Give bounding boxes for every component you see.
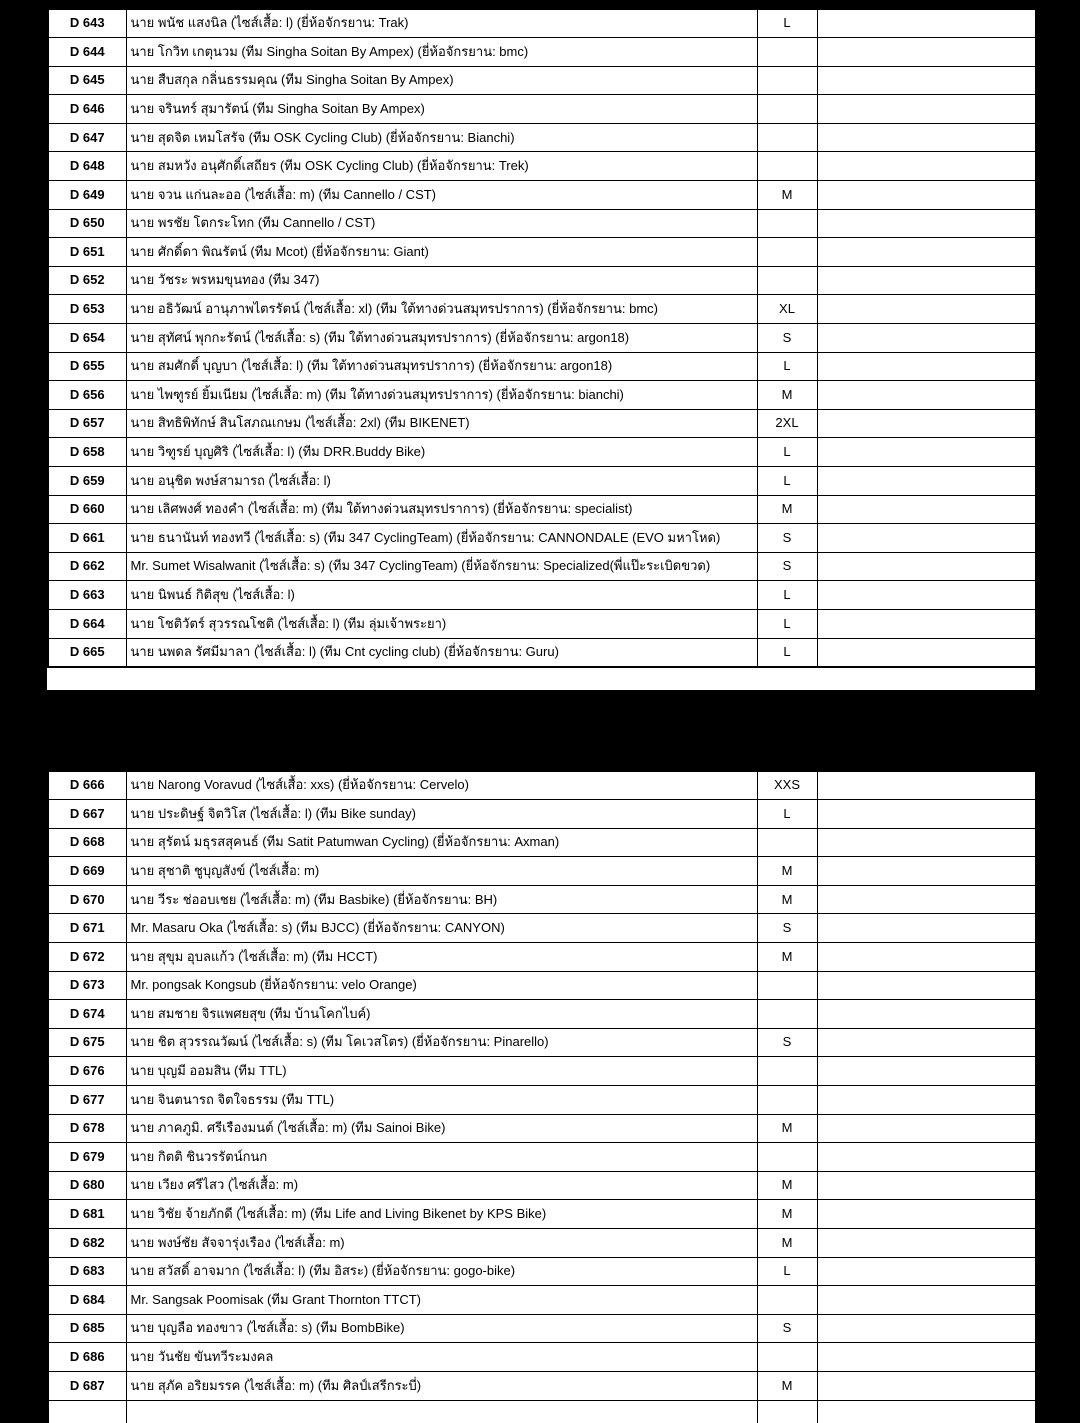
table-row [48, 1114, 1035, 1143]
table-row [48, 1028, 1035, 1057]
table-row [48, 800, 1035, 829]
rider-name-cell: นาย สิทธิพิทักษ์ สินโสภณเกษม (ไซส์เสื้อ: 2xl) (ทีม BIKENET) [126, 409, 757, 438]
empty-cell [817, 1086, 1035, 1115]
rider-id-cell: D 669 [48, 857, 126, 886]
rider-name-cell: นาย วัชระ พรหมขุนทอง (ทีม 347) [126, 266, 757, 295]
empty-cell [817, 1000, 1035, 1029]
shirt-size-cell [757, 1286, 817, 1315]
table-row [48, 324, 1035, 353]
rider-name-cell: นาย สุขุม อุบลแก้ว (ไซส์เสื้อ: m) (ทีม HCCT) [126, 943, 757, 972]
rider-id-cell: D 674 [48, 1000, 126, 1029]
rider-id-cell: D 661 [48, 524, 126, 553]
empty-cell [817, 238, 1035, 267]
table-row [48, 1000, 1035, 1029]
table-row [48, 1171, 1035, 1200]
rider-id-cell: D 648 [48, 152, 126, 181]
rider-id-cell: D 643 [48, 9, 126, 38]
table-row [48, 552, 1035, 581]
rider-id-cell: D 679 [48, 1143, 126, 1172]
rider-id-cell: D 646 [48, 95, 126, 124]
rider-id-cell: D 660 [48, 495, 126, 524]
roster-table-1 [47, 8, 1035, 668]
rider-id-cell: D 672 [48, 943, 126, 972]
table-row [48, 352, 1035, 381]
rider-name-cell: นาย Narong Voravud (ไซส์เสื้อ: xxs) (ยี่ห้อจักรยาน: Cervelo) [126, 771, 757, 800]
rider-name-cell: นาย อนุชิต พงษ์สามารถ (ไซส์เสื้อ: l) [126, 467, 757, 496]
empty-cell [817, 943, 1035, 972]
rider-name-cell: นาย โกวิท เกตุนวม (ทีม Singha Soitan By Ampex) (ยี่ห้อจักรยาน: bmc) [126, 38, 757, 67]
rider-name-cell: นาย จรินทร์ สุมารัตน์ (ทีม Singha Soitan By Ampex) [126, 95, 757, 124]
rider-name-cell: นาย พงษ์ชัย สัจจารุ่งเรือง (ไซส์เสื้อ: m) [126, 1229, 757, 1258]
rider-name-cell: นาย จวน แก่นละออ (ไซส์เสื้อ: m) (ทีม Cannello / CST) [126, 181, 757, 210]
table-row [48, 1286, 1035, 1315]
rider-id-cell: D 668 [48, 828, 126, 857]
empty-cell [817, 495, 1035, 524]
table-row [48, 266, 1035, 295]
empty-cell [817, 209, 1035, 238]
table-row [48, 943, 1035, 972]
shirt-size-cell: M [757, 495, 817, 524]
empty-cell [817, 1371, 1035, 1400]
rider-name-cell: นาย เวียง ศรีไสว (ไซส์เสื้อ: m) [126, 1171, 757, 1200]
table-row [48, 1229, 1035, 1258]
empty-cell [817, 1028, 1035, 1057]
rider-name-cell: นาย วิชัย จ้ายภักดี (ไซส์เสื้อ: m) (ทีม Life and Living Bikenet by KPS Bike) [126, 1200, 757, 1229]
table-row [48, 1057, 1035, 1086]
roster-page-1 [47, 8, 1035, 690]
rider-id-cell: D 681 [48, 1200, 126, 1229]
shirt-size-cell [757, 1086, 817, 1115]
rider-id-cell: D 653 [48, 295, 126, 324]
rider-name-cell: นาย สุชาติ ชูบุญสังข์ (ไซส์เสื้อ: m) [126, 857, 757, 886]
shirt-size-cell: L [757, 638, 817, 667]
empty-cell [817, 1400, 1035, 1423]
rider-name-cell: นาย ศักดิ์ดา พิณรัตน์ (ทีม Mcot) (ยี่ห้อจักรยาน: Giant) [126, 238, 757, 267]
rider-id-cell: D 649 [48, 181, 126, 210]
rider-id-cell: D 671 [48, 914, 126, 943]
rider-id-cell: D 651 [48, 238, 126, 267]
table-row [48, 123, 1035, 152]
shirt-size-cell: L [757, 467, 817, 496]
rider-id-cell: D 644 [48, 38, 126, 67]
shirt-size-cell: S [757, 914, 817, 943]
roster-page-2 [47, 770, 1035, 1423]
empty-cell [817, 352, 1035, 381]
table-row [48, 1257, 1035, 1286]
table-row [48, 95, 1035, 124]
rider-name-cell: นาย วิฑูรย์ บุญศิริ (ไซส์เสื้อ: l) (ทีม DRR.Buddy Bike) [126, 438, 757, 467]
table-row [48, 66, 1035, 95]
rider-name-cell: นาย ประดิษฐ์ จิตวิโส (ไซส์เสื้อ: l) (ทีม Bike sunday) [126, 800, 757, 829]
shirt-size-cell: L [757, 609, 817, 638]
rider-name-cell: นาย จินตนารถ จิตใจธรรม (ทีม TTL) [126, 1086, 757, 1115]
table-row [48, 524, 1035, 553]
shirt-size-cell [757, 95, 817, 124]
rider-name-cell: นาย บุญมี ออมสิน (ทีม TTL) [126, 1057, 757, 1086]
shirt-size-cell: M [757, 885, 817, 914]
table-row [48, 828, 1035, 857]
shirt-size-cell: 2XL [757, 409, 817, 438]
rider-id-cell: D 676 [48, 1057, 126, 1086]
table-row [48, 495, 1035, 524]
empty-cell [817, 1343, 1035, 1372]
empty-cell [817, 123, 1035, 152]
empty-cell [817, 1229, 1035, 1258]
empty-cell [817, 885, 1035, 914]
rider-id-cell: D 663 [48, 581, 126, 610]
rider-id-cell: D 686 [48, 1343, 126, 1372]
table-row [48, 609, 1035, 638]
shirt-size-cell [757, 1400, 817, 1423]
rider-id-cell: D 684 [48, 1286, 126, 1315]
rider-id-cell: D 652 [48, 266, 126, 295]
rider-id-cell: D 655 [48, 352, 126, 381]
shirt-size-cell: S [757, 552, 817, 581]
table-row [48, 438, 1035, 467]
shirt-size-cell [757, 38, 817, 67]
empty-cell [817, 1314, 1035, 1343]
empty-cell [817, 38, 1035, 67]
empty-cell [817, 467, 1035, 496]
rider-name-cell: นาย ชิต สุวรรณวัฒน์ (ไซส์เสื้อ: s) (ทีม โคเวสโตร) (ยี่ห้อจักรยาน: Pinarello) [126, 1028, 757, 1057]
empty-cell [817, 1200, 1035, 1229]
rider-name-cell: นาย นิพนธ์ กิติสุข (ไซส์เสื้อ: l) [126, 581, 757, 610]
shirt-size-cell: S [757, 1028, 817, 1057]
empty-cell [817, 581, 1035, 610]
shirt-size-cell: S [757, 1314, 817, 1343]
table-row [48, 238, 1035, 267]
rider-name-cell: นาย สุดจิต เหมโสรัจ (ทีม OSK Cycling Club) (ยี่ห้อจักรยาน: Bianchi) [126, 123, 757, 152]
rider-id-cell: D 666 [48, 771, 126, 800]
rider-id-cell: D 662 [48, 552, 126, 581]
rider-id-cell: D 664 [48, 609, 126, 638]
shirt-size-cell [757, 238, 817, 267]
rider-id-cell: D 657 [48, 409, 126, 438]
rider-id-cell: D 658 [48, 438, 126, 467]
table-row [48, 638, 1035, 667]
table-row [48, 581, 1035, 610]
shirt-size-cell: M [757, 857, 817, 886]
rider-name-cell: นาย วีระ ช่ออบเชย (ไซส์เสื้อ: m) (ทีม Basbike) (ยี่ห้อจักรยาน: BH) [126, 885, 757, 914]
rider-id-cell: D 647 [48, 123, 126, 152]
shirt-size-cell [757, 266, 817, 295]
rider-name-cell: นาย บุญลือ ทองขาว (ไซส์เสื้อ: s) (ทีม BombBike) [126, 1314, 757, 1343]
shirt-size-cell [757, 1000, 817, 1029]
shirt-size-cell: L [757, 581, 817, 610]
shirt-size-cell: L [757, 352, 817, 381]
rider-id-cell: D 665 [48, 638, 126, 667]
rider-id-cell: D 659 [48, 467, 126, 496]
rider-name-cell: นาย ภาคภูมิ. ศรีเรืองมนต์ (ไซส์เสื้อ: m) (ทีม Sainoi Bike) [126, 1114, 757, 1143]
table-row [48, 381, 1035, 410]
empty-cell [817, 95, 1035, 124]
empty-cell [817, 552, 1035, 581]
table-row [48, 1143, 1035, 1172]
rider-id-cell: D 678 [48, 1114, 126, 1143]
rider-name-cell: นาย สุภัค อริยมรรค (ไซส์เสื้อ: m) (ทีม ศิลป์เสรีกระบี่) [126, 1371, 757, 1400]
rider-name-cell: นาย สมศักดิ์ บุญบา (ไซส์เสื้อ: l) (ทีม ใต้ทางด่วนสมุทรปราการ) (ยี่ห้อจักรยาน: argon18) [126, 352, 757, 381]
table-row [48, 295, 1035, 324]
rider-name-cell: นาย สุรัตน์ มธุรสสุคนธ์ (ทีม Satit Patumwan Cycling) (ยี่ห้อจักรยาน: Axman) [126, 828, 757, 857]
shirt-size-cell: M [757, 1171, 817, 1200]
shirt-size-cell: M [757, 1200, 817, 1229]
empty-cell [817, 381, 1035, 410]
empty-cell [817, 66, 1035, 95]
shirt-size-cell [757, 971, 817, 1000]
shirt-size-cell: M [757, 1371, 817, 1400]
shirt-size-cell [757, 209, 817, 238]
shirt-size-cell: S [757, 324, 817, 353]
empty-cell [817, 638, 1035, 667]
rider-id-cell: D 673 [48, 971, 126, 1000]
empty-cell [817, 9, 1035, 38]
roster-table-1-body [48, 9, 1035, 667]
table-row [48, 1200, 1035, 1229]
empty-cell [817, 409, 1035, 438]
table-row [48, 409, 1035, 438]
rider-id-cell: D 670 [48, 885, 126, 914]
table-row [48, 1086, 1035, 1115]
shirt-size-cell: L [757, 800, 817, 829]
rider-name-cell: นาย อธิวัฒน์ อานุภาพไตรรัตน์ (ไซส์เสื้อ: xl) (ทีม ใต้ทางด่วนสมุทรปราการ) (ยี่ห้อจักรยาน: bmc) [126, 295, 757, 324]
rider-id-cell: D 675 [48, 1028, 126, 1057]
empty-cell [817, 1114, 1035, 1143]
empty-cell [817, 828, 1035, 857]
shirt-size-cell [757, 152, 817, 181]
empty-cell [817, 524, 1035, 553]
empty-cell [817, 1286, 1035, 1315]
shirt-size-cell: M [757, 181, 817, 210]
rider-id-cell: D 687 [48, 1371, 126, 1400]
rider-id-cell: D 656 [48, 381, 126, 410]
shirt-size-cell: M [757, 381, 817, 410]
shirt-size-cell: M [757, 1229, 817, 1258]
rider-name-cell: นาย ไพฑูรย์ ยิ้มเนียม (ไซส์เสื้อ: m) (ทีม ใต้ทางด่วนสมุทรปราการ) (ยี่ห้อจักรยาน: bianchi) [126, 381, 757, 410]
rider-name-cell: Mr. Sangsak Poomisak (ทีม Grant Thornton TTCT) [126, 1286, 757, 1315]
rider-name-cell: Mr. pongsak Kongsub (ยี่ห้อจักรยาน: velo Orange) [126, 971, 757, 1000]
rider-id-cell: D 654 [48, 324, 126, 353]
shirt-size-cell [757, 1143, 817, 1172]
rider-name-cell: นาย สืบสกุล กลิ่นธรรมคุณ (ทีม Singha Soitan By Ampex) [126, 66, 757, 95]
shirt-size-cell [757, 1343, 817, 1372]
shirt-size-cell: L [757, 9, 817, 38]
table-row [48, 9, 1035, 38]
roster-table-2-body [48, 771, 1035, 1423]
rider-name-cell: นาย ธนานันท์ ทองทวี (ไซส์เสื้อ: s) (ทีม 347 CyclingTeam) (ยี่ห้อจักรยาน: CANNONDALE (EVO มหาโหด) [126, 524, 757, 553]
rider-name-cell: นาย เลิศพงศ์ ทองคำ (ไซส์เสื้อ: m) (ทีม ใต้ทางด่วนสมุทรปราการ) (ยี่ห้อจักรยาน: specialist) [126, 495, 757, 524]
table-row [48, 209, 1035, 238]
table-row [48, 467, 1035, 496]
empty-cell [817, 266, 1035, 295]
rider-id-cell: D 650 [48, 209, 126, 238]
shirt-size-cell [757, 1057, 817, 1086]
empty-cell [817, 800, 1035, 829]
empty-cell [817, 324, 1035, 353]
rider-id-cell: D 682 [48, 1229, 126, 1258]
table-row [48, 1343, 1035, 1372]
rider-id-cell: D 667 [48, 800, 126, 829]
table-row [48, 181, 1035, 210]
rider-name-cell: นาย สมชาย จิรแพศยสุข (ทีม บ้านโคกไบค์) [126, 1000, 757, 1029]
empty-cell [817, 609, 1035, 638]
shirt-size-cell: XXS [757, 771, 817, 800]
rider-name-cell: นาย พรชัย โตกระโทก (ทีม Cannello / CST) [126, 209, 757, 238]
table-row [48, 771, 1035, 800]
shirt-size-cell: S [757, 524, 817, 553]
shirt-size-cell: M [757, 943, 817, 972]
table-row [48, 152, 1035, 181]
shirt-size-cell: L [757, 1257, 817, 1286]
rider-id-cell: D 680 [48, 1171, 126, 1200]
rider-name-cell: นาย สุทัศน์ พุกกะรัตน์ (ไซส์เสื้อ: s) (ทีม ใต้ทางด่วนสมุทรปราการ) (ยี่ห้อจักรยาน: argon18) [126, 324, 757, 353]
rider-id-cell: D 645 [48, 66, 126, 95]
table-row [48, 914, 1035, 943]
rider-id-cell: D 685 [48, 1314, 126, 1343]
shirt-size-cell: M [757, 1114, 817, 1143]
table-row [48, 885, 1035, 914]
rider-name-cell: นาย โชติวัตร์ สุวรรณโชติ (ไซส์เสื้อ: l) (ทีม ลุ่มเจ้าพระยา) [126, 609, 757, 638]
table-row [48, 38, 1035, 67]
shirt-size-cell [757, 123, 817, 152]
empty-cell [817, 181, 1035, 210]
empty-cell [817, 152, 1035, 181]
table-row [48, 1371, 1035, 1400]
table-row [48, 1314, 1035, 1343]
empty-cell [817, 857, 1035, 886]
shirt-size-cell: L [757, 438, 817, 467]
empty-cell [817, 771, 1035, 800]
shirt-size-cell: XL [757, 295, 817, 324]
rider-id-cell [48, 1400, 126, 1423]
rider-id-cell: D 683 [48, 1257, 126, 1286]
rider-name-cell: นาย สวัสดิ์ อาจมาก (ไซส์เสื้อ: l) (ทีม อิสระ) (ยี่ห้อจักรยาน: gogo-bike) [126, 1257, 757, 1286]
shirt-size-cell [757, 828, 817, 857]
rider-name-cell: นาย สมหวัง อนุศักดิ์เสถียร (ทีม OSK Cycling Club) (ยี่ห้อจักรยาน: Trek) [126, 152, 757, 181]
rider-name-cell: นาย วันชัย ขันทวีระมงคล [126, 1343, 757, 1372]
empty-cell [817, 1143, 1035, 1172]
table-row [48, 971, 1035, 1000]
roster-table-2 [47, 770, 1035, 1423]
empty-cell [817, 295, 1035, 324]
rider-name-cell: Mr. Masaru Oka (ไซส์เสื้อ: s) (ทีม BJCC) (ยี่ห้อจักรยาน: CANYON) [126, 914, 757, 943]
empty-cell [817, 971, 1035, 1000]
empty-cell [817, 914, 1035, 943]
rider-name-cell: Mr. Sumet Wisalwanit (ไซส์เสื้อ: s) (ทีม 347 CyclingTeam) (ยี่ห้อจักรยาน: Specialized(พี่แป๊ะระเบิดขวด) [126, 552, 757, 581]
empty-cell [817, 1257, 1035, 1286]
rider-name-cell: นาย กิตติ ชินวรรัตน์กนก [126, 1143, 757, 1172]
empty-cell [817, 1171, 1035, 1200]
rider-name-cell: นาย พนัช แสงนิล (ไซส์เสื้อ: l) (ยี่ห้อจักรยาน: Trak) [126, 9, 757, 38]
table-row [48, 1400, 1035, 1423]
rider-name-cell: นาย นพดล รัศมีมาลา (ไซส์เสื้อ: l) (ทีม Cnt cycling club) (ยี่ห้อจักรยาน: Guru) [126, 638, 757, 667]
table-row [48, 857, 1035, 886]
rider-name-cell [126, 1400, 757, 1423]
empty-cell [817, 438, 1035, 467]
shirt-size-cell [757, 66, 817, 95]
empty-cell [817, 1057, 1035, 1086]
rider-id-cell: D 677 [48, 1086, 126, 1115]
